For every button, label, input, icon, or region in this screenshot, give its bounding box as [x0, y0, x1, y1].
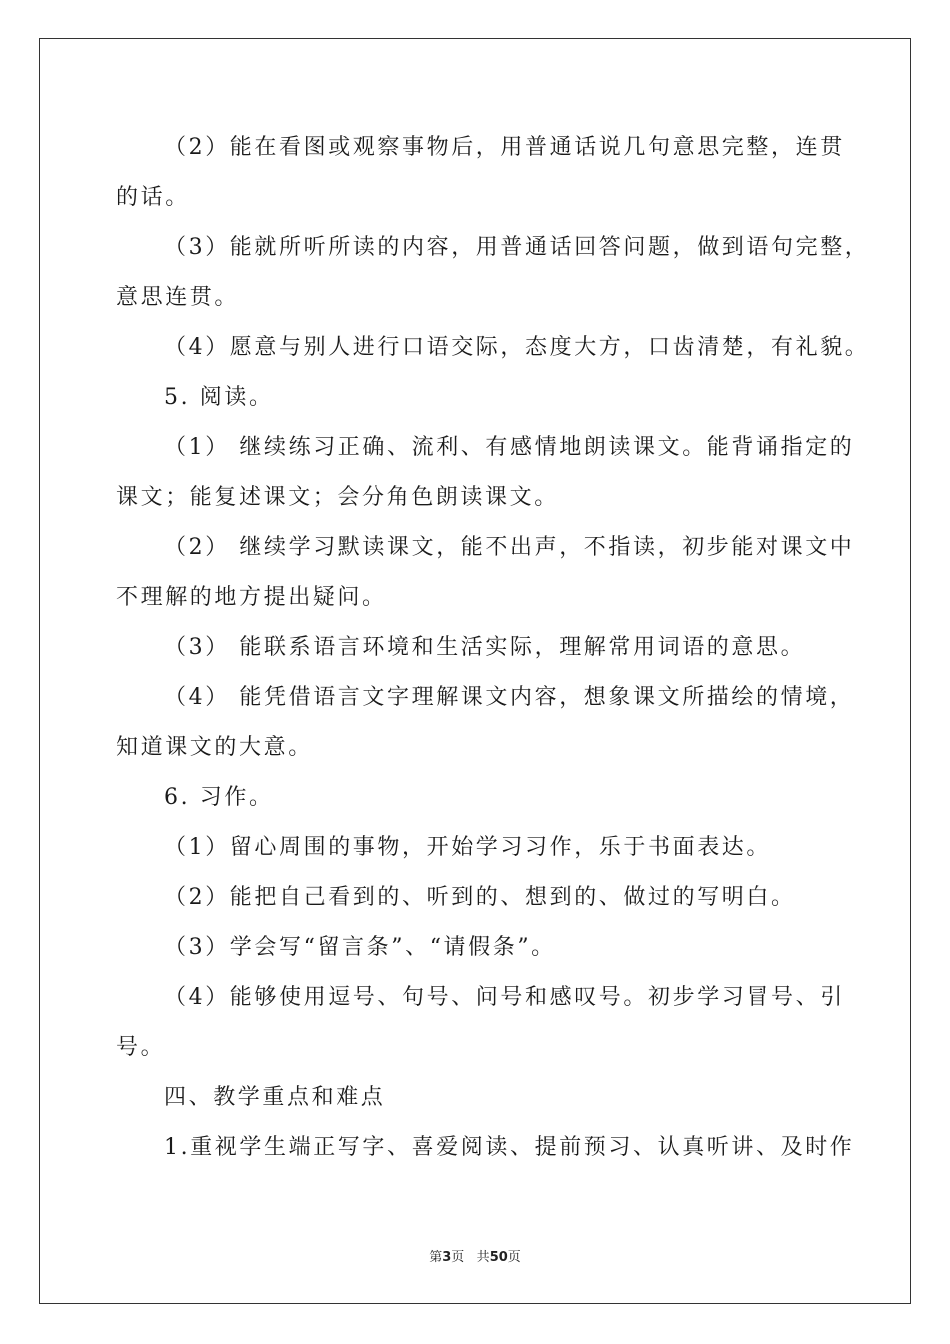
- paragraph-line: 号。: [116, 1035, 166, 1060]
- document-body: [116, 128, 870, 1178]
- paragraph-line: （1） 继续练习正确、流利、有感情地朗读课文。能背诵指定的: [164, 435, 855, 460]
- section-heading-reading: 5. 阅读。: [164, 385, 274, 410]
- footer-page-prefix: 第: [429, 1250, 443, 1265]
- footer-total-pages: 50: [489, 1250, 508, 1265]
- paragraph-line: （4）愿意与别人进行口语交际，态度大方，口齿清楚，有礼貌。: [164, 335, 870, 360]
- paragraph-line: （4）能够使用逗号、句号、问号和感叹号。初步学习冒号、引: [164, 985, 845, 1010]
- paragraph-line: （3）能就所听所读的内容，用普通话回答问题，做到语句完整，: [164, 235, 870, 260]
- paragraph-line: （3） 能联系语言环境和生活实际，理解常用词语的意思。: [164, 635, 806, 660]
- paragraph-line: （2）能把自己看到的、听到的、想到的、做过的写明白。: [164, 885, 796, 910]
- paragraph-line: （2）能在看图或观察事物后，用普通话说几句意思完整，连贯: [164, 135, 845, 160]
- paragraph-line: 知道课文的大意。: [116, 735, 313, 760]
- paragraph-line: 1.重视学生端正写字、喜爱阅读、提前预习、认真听讲、及时作: [164, 1135, 855, 1160]
- paragraph-line: （2） 继续学习默读课文，能不出声，不指读，初步能对课文中: [164, 535, 855, 560]
- paragraph-line: （3）学会写“留言条”、“请假条”。: [164, 935, 556, 960]
- page-footer: [0, 1246, 950, 1265]
- paragraph-line: （4） 能凭借语言文字理解课文内容，想象课文所描绘的情境，: [164, 685, 855, 710]
- footer-page-suffix: 页: [451, 1250, 465, 1265]
- footer-page-number: 3: [442, 1250, 452, 1265]
- paragraph-line: 课文；能复述课文；会分角色朗读课文。: [116, 485, 559, 510]
- paragraph-line: 的话。: [116, 185, 190, 210]
- footer-total-suffix: 页: [507, 1250, 521, 1265]
- paragraph-line: （1）留心周围的事物，开始学习习作，乐于书面表达。: [164, 835, 771, 860]
- section-heading-writing: 6. 习作。: [164, 785, 274, 810]
- section-heading-key-points: 四、教学重点和难点: [164, 1085, 386, 1110]
- footer-total-prefix: 共: [476, 1250, 490, 1265]
- paragraph-line: 不理解的地方提出疑问。: [116, 585, 387, 610]
- paragraph-line: 意思连贯。: [116, 285, 240, 310]
